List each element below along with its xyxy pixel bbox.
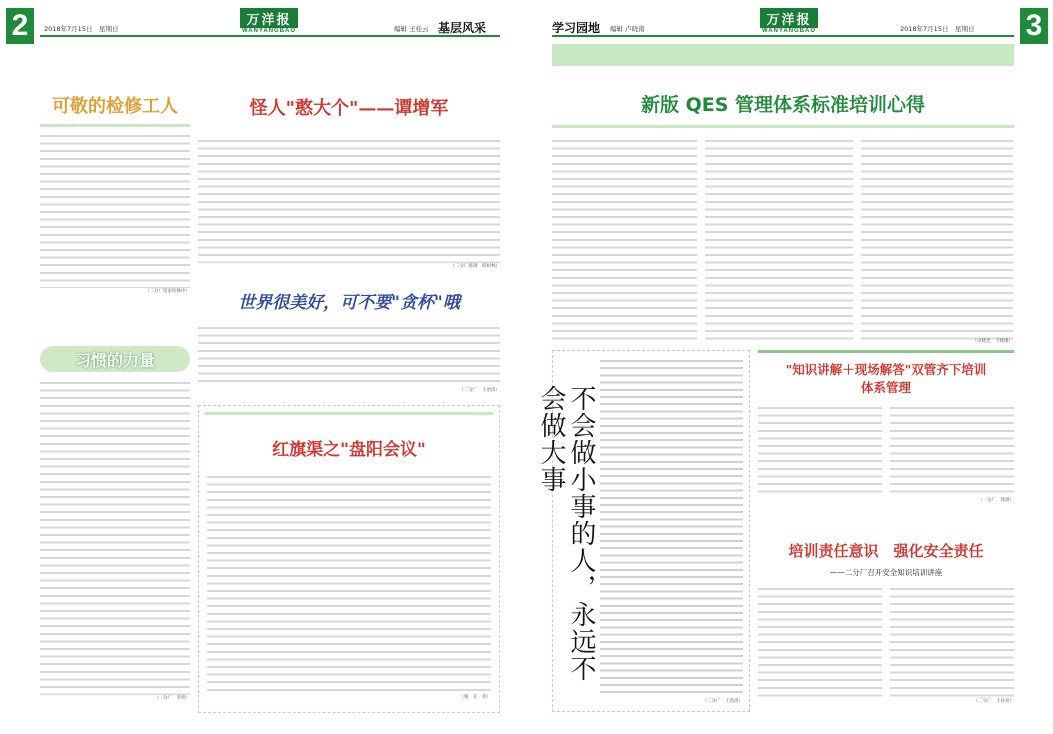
masthead-right xyxy=(760,8,818,34)
article-7-title: 不会做小事的人，永远不会做大事 xyxy=(536,385,596,682)
article-6-title: 新版 QES 管理体系标准培训心得 xyxy=(640,94,926,116)
article-6-col2 xyxy=(705,138,853,343)
article-9-title: 培训责任意识 强化安全责任 xyxy=(788,542,984,560)
logo-right: 万洋报 xyxy=(760,8,818,28)
article-9-subtitle: ——二分厂召开安全知识培训讲座 xyxy=(829,568,943,577)
article-5-bar-top xyxy=(205,412,493,415)
article-2-title: 怪人"憨大个"——谭增军 xyxy=(249,98,449,119)
article-9 xyxy=(758,540,1014,712)
article-2-body xyxy=(198,138,500,263)
header-rule-right xyxy=(552,35,1014,37)
article-1-title: 可敬的检修工人 xyxy=(52,96,178,117)
article-5 xyxy=(198,405,500,713)
article-8-title: "知识讲解＋现场解答"双管齐下培训体系管理 xyxy=(785,362,987,395)
editor-right: 编辑 卢晓南 xyxy=(610,25,645,33)
article-6-col1 xyxy=(552,138,697,343)
logo-sub-right: WANYANGBAO xyxy=(761,28,817,34)
date-right: 2018年7月15日 星期日 xyxy=(900,25,975,33)
logo-left: 万洋报 xyxy=(240,8,298,28)
article-3 xyxy=(198,268,500,393)
masthead-left xyxy=(240,8,298,34)
article-3-title: 世界很美好，可不要"贪杯"哦 xyxy=(238,293,460,313)
date-left: 2018年7月15日 星期日 xyxy=(44,25,119,33)
article-6-bar xyxy=(552,125,1014,128)
article-5-sign: （银 长 蒋） xyxy=(459,695,491,700)
article-8-col2 xyxy=(890,405,1014,497)
article-8-col1 xyxy=(758,405,882,497)
article-6-band xyxy=(552,44,1014,66)
article-4 xyxy=(40,340,190,710)
article-2-sign: （二分厂炼钢 邢树林） xyxy=(450,264,500,269)
article-1 xyxy=(40,44,190,336)
article-9-sign: （二分厂 王祥亮） xyxy=(973,699,1014,704)
article-9-col2 xyxy=(890,586,1014,698)
article-8-bar xyxy=(758,350,1014,353)
article-6-sign: （卓晓光 王晓瑾） xyxy=(972,339,1013,344)
section-left: 基层风采 xyxy=(438,21,487,35)
article-5-body xyxy=(207,474,491,694)
article-4-body xyxy=(40,380,190,695)
article-2 xyxy=(198,44,500,269)
article-7-sign: （二分厂 王冶清） xyxy=(702,699,743,704)
article-6-col3 xyxy=(861,138,1013,343)
article-9-col1 xyxy=(758,586,882,698)
article-5-title: 红旗渠之"盘阳会议" xyxy=(272,440,426,460)
logo-sub-left: WANYANGBAO xyxy=(241,28,297,34)
editor-left: 编辑 王桂云 xyxy=(394,25,429,33)
article-4-title-banner xyxy=(40,346,190,372)
article-1-bar xyxy=(40,124,190,127)
article-8 xyxy=(758,350,1014,518)
article-4-sign: （一分厂 李明） xyxy=(154,696,190,701)
article-1-body xyxy=(40,133,190,288)
article-3-body xyxy=(198,325,500,387)
article-8-sign: （一分厂 徐澍） xyxy=(978,498,1014,503)
page-number-right: 3 xyxy=(1020,8,1048,44)
article-3-sign: （二分厂 王冶清） xyxy=(459,388,500,393)
page-number-left: 2 xyxy=(6,8,34,44)
article-1-sign: （二分厂留家检修中） xyxy=(145,289,190,294)
article-4-title: 习惯的力量 xyxy=(74,350,155,370)
article-7-body xyxy=(600,358,743,693)
section-right: 学习园地 xyxy=(552,21,601,35)
header-rule-left xyxy=(40,35,500,37)
